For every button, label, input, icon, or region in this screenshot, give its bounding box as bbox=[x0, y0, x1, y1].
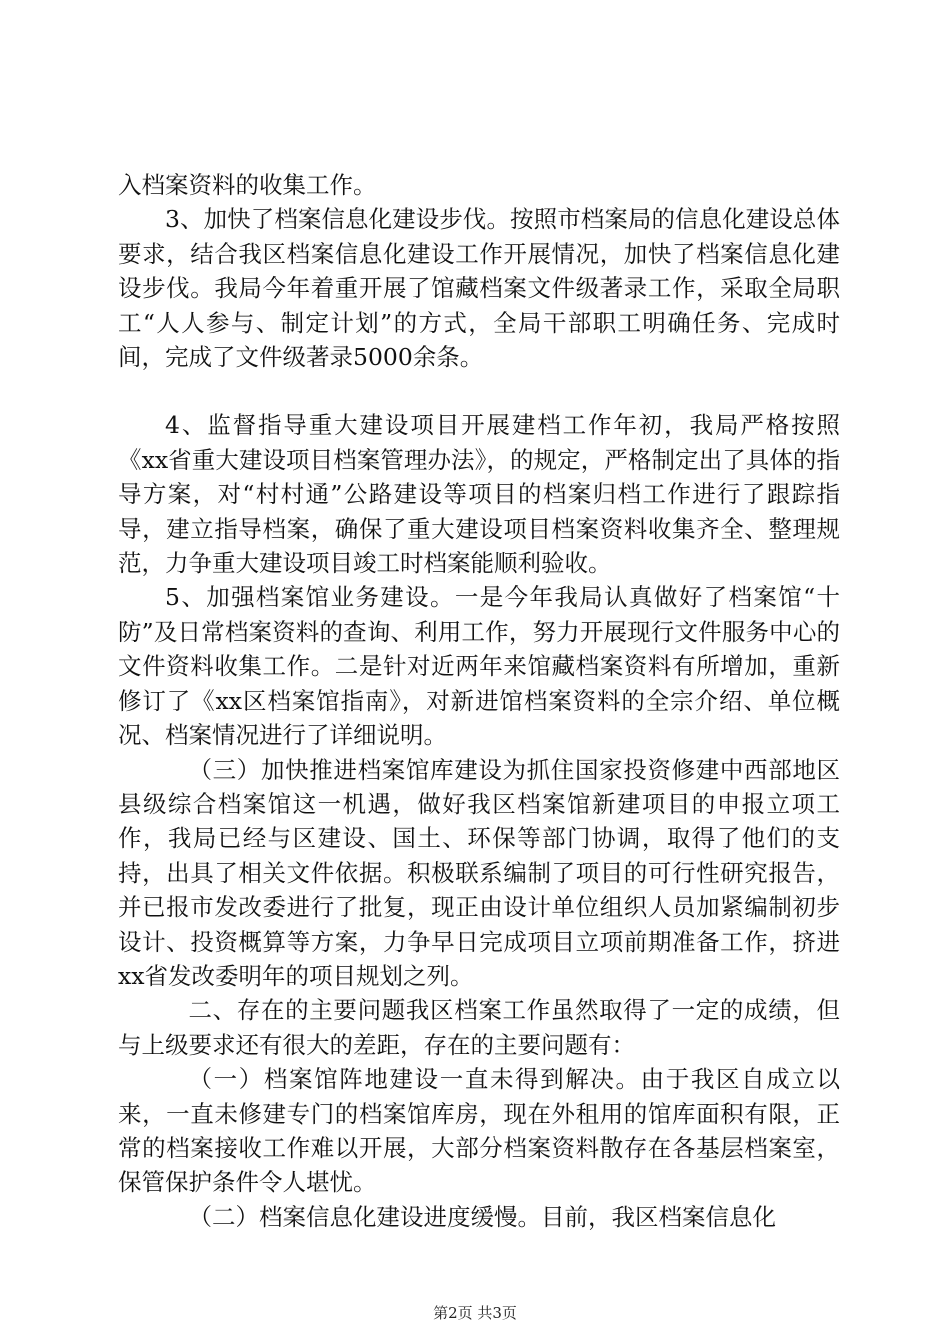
paragraph-section-two-heading: 二、存在的主要问题我区档案工作虽然取得了一定的成绩，但与上级要求还有很大的差距，存在的主要问题有： bbox=[118, 996, 840, 1059]
page-number-footer: 第2页 共3页 bbox=[433, 1304, 517, 1322]
paragraph-continuation: 入档案资料的收集工作。 bbox=[118, 171, 377, 199]
paragraph-item-5: 5、加强档案馆业务建设。一是今年我局认真做好了档案馆“十防”及日常档案资料的查询、利用工作，努力开展现行文件服务中心的文件资料收集工作。二是针对近两年来馆藏档案资料有所增加，重新修订了《xx区档案馆指南》，对新进馆档案资料的全宗介绍、单位概况、档案情况进行了详细说明。 bbox=[118, 583, 840, 750]
paragraph-problem-1: （一）档案馆阵地建设一直未得到解决。由于我区自成立以来，一直未修建专门的档案馆库房，现在外租用的馆库面积有限，正常的档案接收工作难以开展，大部分档案资料散存在各基层档案室，保管保护条件令人堪忧。 bbox=[118, 1065, 840, 1197]
paragraph-item-3: 3、加快了档案信息化建设步伐。按照市档案局的信息化建设总体要求，结合我区档案信息化建设工作开展情况，加快了档案信息化建设步伐。我局今年着重开展了馆藏档案文件级著录工作，采取全局职工“人人参与、制定计划”的方式，全局干部职工明确任务、完成时间，完成了文件级著录5000余条。 bbox=[118, 205, 840, 372]
document-body bbox=[118, 168, 840, 1234]
paragraph-section-3: （三）加快推进档案馆库建设为抓住国家投资修建中西部地区县级综合档案馆这一机遇，做好我区档案馆新建项目的申报立项工作，我局已经与区建设、国土、环保等部门协调，取得了他们的支持，出具了相关文件依据。积极联系编制了项目的可行性研究报告，并已报市发改委进行了批复，现正由设计单位组织人员加紧编制初步设计、投资概算等方案，力争早日完成项目立项前期准备工作，挤进xx省发改委明年的项目规划之列。 bbox=[118, 755, 840, 990]
paragraph-problem-2: （二）档案信息化建设进度缓慢。目前，我区档案信息化 bbox=[188, 1202, 776, 1231]
paragraph-item-4: 4、监督指导重大建设项目开展建档工作年初，我局严格按照《xx省重大建设项目档案管理办法》，的规定，严格制定出了具体的指导方案，对“村村通”公路建设等项目的档案归档工作进行了跟踪指导，建立指导档案，确保了重大建设项目档案资料收集齐全、整理规范，力争重大建设项目竣工时档案能顺利验收。 bbox=[118, 411, 840, 578]
